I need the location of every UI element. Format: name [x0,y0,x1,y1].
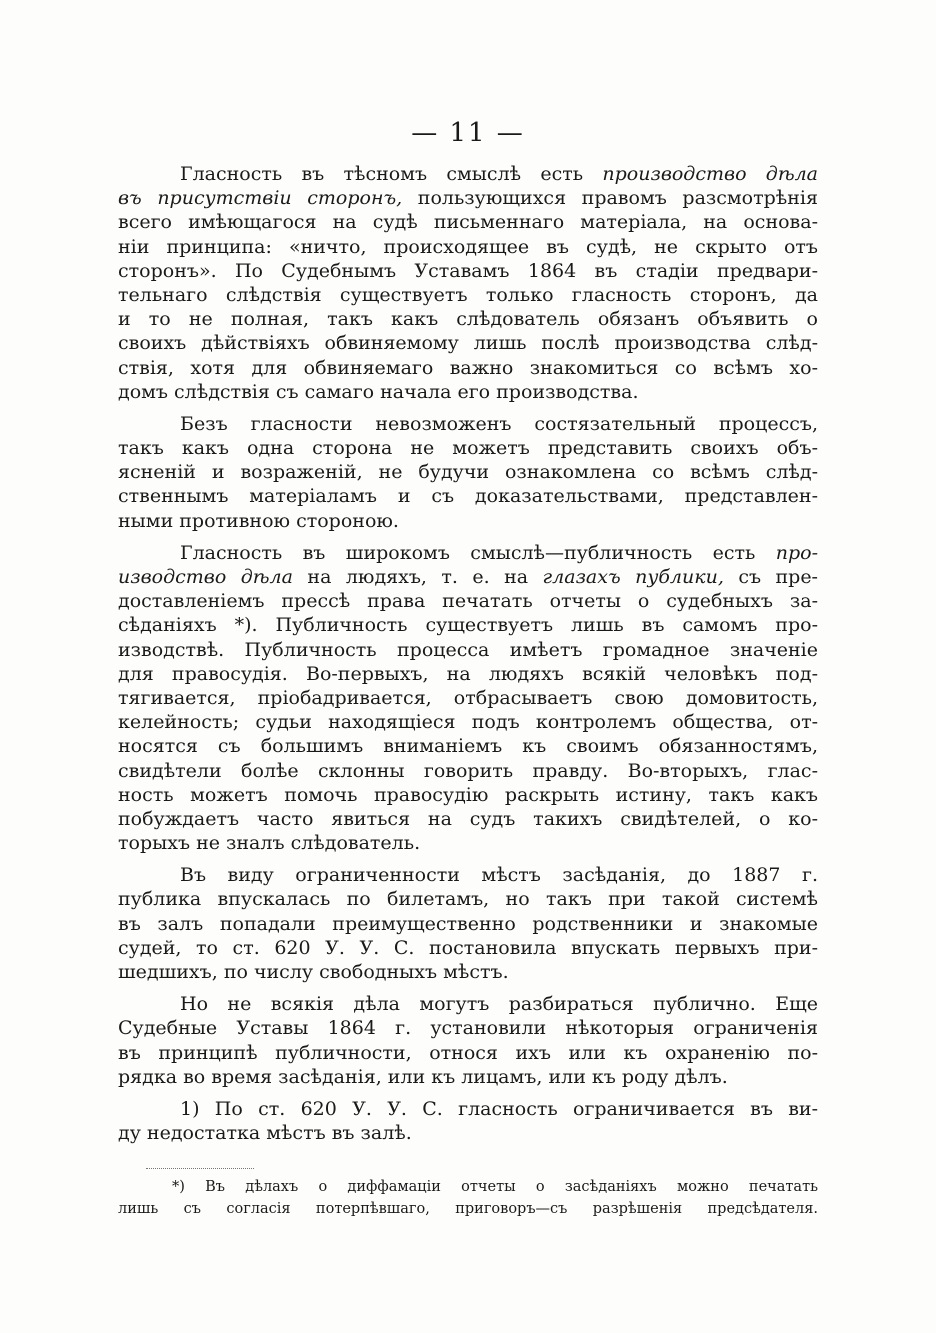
text-line [118,484,818,508]
text-line [118,686,818,710]
text-line [118,662,818,686]
text-line [118,589,818,613]
text-run: для правосудія. Во-первыхъ, на людяхъ всякій человѣкъ под- [118,662,818,685]
text-run: ясненій и возраженій, не будучи ознакомлена со всѣмъ слѣд- [118,461,818,484]
text-line [118,162,818,186]
text-line [118,331,818,355]
text-run: Судебные Уставы 1864 г. установили нѣкоторыя ограниченія [118,1017,818,1040]
text-run: сторонъ». По Судебнымъ Уставамъ 1864 въ стадіи предвари- [118,259,818,282]
text-line [118,356,818,380]
paragraph [118,162,818,404]
text-line [118,460,818,484]
text-run: доставленіемъ прессѣ права печатать отчеты о судебныхъ за- [118,590,818,613]
text-line [118,307,818,331]
text-run: судей, то ст. 620 У. У. С. постановила впускать первыхъ при- [118,936,818,959]
text-line [118,710,818,734]
text-run: Но не всякія дѣла могутъ разбираться публично. Еще [180,993,818,1016]
text-line [118,412,818,436]
text-line [118,759,818,783]
text-run: келейность; судьи находящіеся подъ контролемъ общества, от- [118,711,818,734]
paragraph [118,412,818,533]
paragraph [118,992,818,1089]
footnote-line: лишь съ согласія потерпѣвшаго, приговоръ—съ разрѣшенія предсѣдателя. [118,1201,818,1217]
text-line [118,1121,818,1145]
text-run: ными противною стороною. [118,509,399,532]
text-run: ду недостатка мѣстъ въ залѣ. [118,1122,412,1145]
text-line [118,186,818,210]
text-run: тельнаго слѣдствія существуетъ только гласность сторонъ, да [118,283,818,306]
text-run: шедшихъ, по числу свободныхъ мѣстъ. [118,961,509,983]
text-line [118,541,818,565]
text-run: носятся съ большимъ вниманіемъ къ своимъ обязанностямъ, [118,735,818,758]
text-line [118,283,818,307]
page-number: — 11 — [411,118,525,148]
text-run: ствія, хотя для обвиняемаго важно знакомиться со всѣмъ хо- [118,356,818,379]
text-line [118,936,818,960]
text-line [118,912,818,936]
text-line [118,1097,818,1121]
text-run: въ принципѣ публичности, относя ихъ или къ охраненію по- [118,1041,818,1064]
italic-run: изводство дѣла [118,566,293,588]
italic-run: производство дѣла [602,163,819,185]
text-run: Въ виду ограниченности мѣстъ засѣданія, до 1887 г. [180,864,818,887]
text-run: ность можетъ помочь правосудію раскрыть истину, такъ какъ [118,783,818,806]
italic-run: глазахъ публики, [542,566,724,588]
text-line [118,807,818,831]
text-line [118,565,818,589]
text-run: Безъ гласности невозможенъ состязательный процессъ, [180,412,818,435]
text-line [118,235,818,259]
text-line [118,960,818,984]
footnote-line: *) Въ дѣлахъ о диффамаціи отчеты о засѣданіяхъ можно печатать [172,1179,818,1195]
footnote [118,1176,818,1220]
text-run: Гласность въ тѣсномъ смыслѣ есть [180,163,603,185]
text-run: Гласность въ широкомъ смыслѣ—публичность есть [180,541,776,564]
text-line [118,436,818,460]
text-run: торыхъ не зналъ слѣдователь. [118,832,421,855]
text-line [118,1016,818,1040]
text-run: изводствѣ. Публичность процесса имѣетъ громадное значеніе [118,638,818,661]
text-line [118,380,818,404]
text-run: тягивается, пріобадривается, отбрасываетъ свою домовитость, [118,686,818,709]
text-run: на людяхъ, т. е. на [292,566,543,588]
text-run: 1) По ст. 620 У. У. С. гласность ограничивается въ ви- [180,1097,818,1120]
paragraph [118,1097,818,1145]
text-run: въ залъ попадали преимущественно родственники и знакомые [118,912,818,935]
text-line [118,613,818,637]
text-run: побуждаетъ часто явиться на судъ такихъ свидѣтелей, о ко- [118,807,818,830]
paragraph [118,541,818,855]
text-run: ніи принципа: «ничто, происходящее въ судѣ, не скрыто отъ [118,235,818,258]
italic-run: въ присутствіи сторонъ, [118,187,403,210]
text-run: и то не полная, такъ какъ слѣдователь обязанъ объявить о [118,308,818,331]
text-line [118,863,818,887]
italic-run: про- [775,541,818,564]
text-line [118,783,818,807]
text-line [118,887,818,911]
text-run: съ пре- [723,566,818,588]
text-line [118,831,818,855]
body-text [118,162,818,1153]
footnote-divider [146,1168,254,1169]
text-line [118,210,818,234]
text-run: публика впускалась по билетамъ, но такъ при такой системѣ [118,888,818,911]
text-run: пользующихся правомъ разсмотрѣнія [402,187,818,210]
text-run: домъ слѣдствія съ самаго начала его производства. [118,380,639,403]
text-line [118,259,818,283]
text-run: ственнымъ матеріаламъ и съ доказательствами, представлен- [118,485,818,508]
text-run: всего имѣющагося на судѣ письменнаго матеріала, на основа- [118,211,818,234]
text-line [118,1065,818,1089]
text-line [118,734,818,758]
text-line [118,992,818,1016]
text-line [118,638,818,662]
text-line [118,1041,818,1065]
text-run: рядка во время засѣданія, или къ лицамъ, или къ роду дѣлъ. [118,1065,728,1088]
text-run: такъ какъ одна сторона не можетъ представить своихъ объ- [118,437,818,460]
paragraph [118,863,818,984]
text-run: сѣданіяхъ *). Публичность существуетъ лишь въ самомъ про- [118,614,818,637]
text-run: своихъ дѣйствіяхъ обвиняемому лишь послѣ производства слѣд- [118,332,818,355]
text-line [118,509,818,533]
text-run: свидѣтели болѣе склонны говорить правду. Во-вторыхъ, глас- [118,759,818,782]
